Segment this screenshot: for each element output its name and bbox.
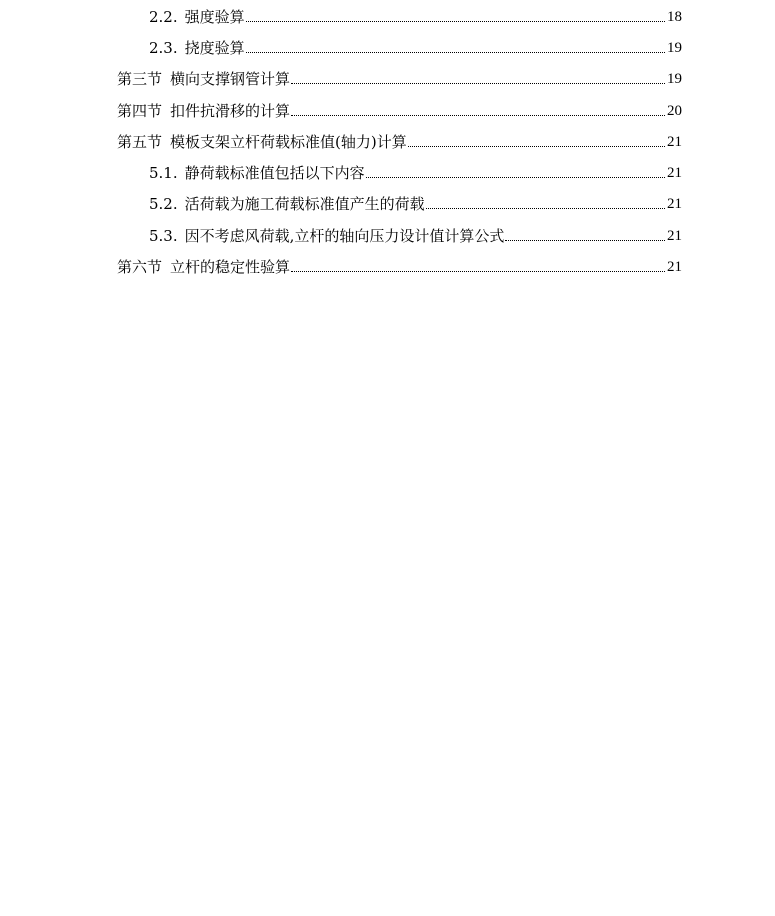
toc-dot-leader: [408, 146, 665, 147]
toc-entry-title: 立杆的稳定性验算: [170, 258, 291, 276]
toc-entry-5-2[interactable]: [149, 189, 682, 213]
toc-entry-page: 18: [667, 9, 682, 25]
toc-dot-leader: [426, 208, 665, 209]
toc-entry-section-6[interactable]: [117, 252, 682, 276]
toc-dot-leader: [291, 271, 665, 272]
toc-entry-title: 模板支架立杆荷载标准值(轴力)计算: [170, 133, 407, 151]
toc-entry-number: 第三节: [117, 70, 163, 88]
toc-entry-2-3[interactable]: [149, 33, 682, 57]
toc-entry-number: 5.2.: [149, 195, 178, 213]
toc-entry-page: 19: [667, 71, 682, 87]
toc-entry-number: 第四节: [117, 102, 163, 120]
toc-entry-title: 静荷载标准值包括以下内容: [184, 164, 365, 182]
toc-entry-number: 5.1.: [149, 164, 178, 182]
toc-dot-leader: [246, 21, 665, 22]
toc-entry-page: 21: [667, 196, 682, 212]
toc-dot-leader: [246, 52, 665, 53]
toc-entry-page: 21: [667, 165, 682, 181]
toc-entry-number: 第五节: [117, 133, 163, 151]
toc-entry-title: 强度验算: [184, 8, 245, 26]
toc-entry-5-1[interactable]: [149, 158, 682, 182]
toc-dot-leader: [291, 83, 665, 84]
toc-entry-number: 2.3.: [149, 39, 178, 57]
toc-dot-leader: [366, 177, 665, 178]
toc-entry-page: 20: [667, 103, 682, 119]
toc-entry-section-3[interactable]: [117, 64, 682, 88]
toc-entry-title: 横向支撑钢管计算: [170, 70, 291, 88]
toc-entry-title: 活荷载为施工荷载标准值产生的荷载: [184, 195, 425, 213]
toc-entry-page: 21: [667, 259, 682, 275]
toc-dot-leader: [291, 115, 665, 116]
toc-entry-section-5[interactable]: [117, 127, 682, 151]
toc-entry-number: 5.3.: [149, 227, 178, 245]
toc-entry-title: 挠度验算: [184, 39, 245, 57]
toc-entry-title: 因不考虑风荷载,立杆的轴向压力设计值计算公式: [184, 227, 505, 245]
toc-dot-leader: [505, 240, 665, 241]
toc-entry-section-4[interactable]: [117, 96, 682, 120]
toc-entry-title: 扣件抗滑移的计算: [170, 102, 291, 120]
toc-entry-2-2[interactable]: [149, 2, 682, 26]
toc-entry-number: 2.2.: [149, 8, 178, 26]
toc-entry-number: 第六节: [117, 258, 163, 276]
toc-entry-page: 21: [667, 228, 682, 244]
toc-entry-page: 21: [667, 134, 682, 150]
toc-entry-page: 19: [667, 40, 682, 56]
toc-entry-5-3[interactable]: [149, 221, 682, 245]
